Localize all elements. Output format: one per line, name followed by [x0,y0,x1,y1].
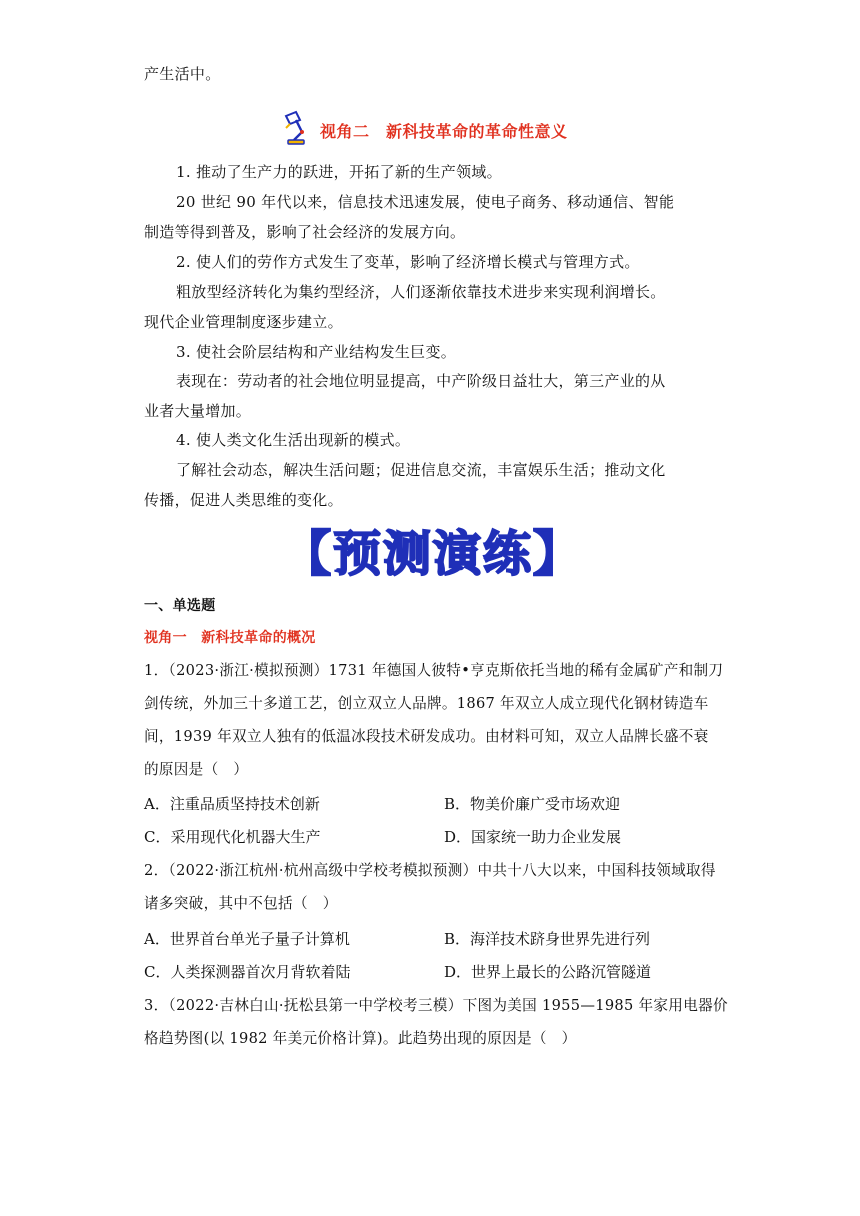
paragraph: 20 世纪 90 年代以来，信息技术迅速发展，使电子商务、移动通信、智能 [176,193,675,211]
option-a[interactable]: A．世界首台单光子量子计算机 [144,930,350,948]
paragraph: 表现在：劳动者的社会地位明显提高，中产阶级日益壮大，第三产业的从 [176,372,666,390]
question-text: 格趋势图(以 1982 年美元价格计算)。此趋势出现的原因是（ ） [144,1030,577,1047]
paragraph: 传播，促进人类思维的变化。 [144,491,343,509]
list-item: 3. 使社会阶层结构和产业结构发生巨变。 [176,343,457,361]
list-item: 2. 使人们的劳作方式发生了变革，影响了经济增长模式与管理方式。 [176,253,640,271]
question-text: 剑传统，外加三十多道工艺，创立双立人品牌。1867 年双立人成立现代化钢材铸造车 [144,695,709,712]
desk-lamp-icon [282,110,314,150]
paragraph: 现代企业管理制度逐步建立。 [144,313,343,331]
option-d[interactable]: D．国家统一助力企业发展 [444,828,622,846]
question-text: 诸多突破，其中不包括（ ） [144,895,338,912]
list-item: 1. 推动了生产力的跃进，开拓了新的生产领域。 [176,163,502,181]
paragraph: 粗放型经济转化为集约型经济，人们逐渐依靠技术进步来实现利润增长。 [176,283,666,301]
paragraph-continuation: 产生活中。 [144,65,221,83]
practice-banner: 【预测演练】 [283,525,584,582]
option-c[interactable]: C．采用现代化机器大生产 [144,828,321,846]
option-b[interactable]: B．物美价廉广受市场欢迎 [444,795,621,813]
part-heading: 一、单选题 [144,598,216,614]
question-text: 的原因是（ ） [144,761,249,778]
option-c[interactable]: C．人类探测器首次月背软着陆 [144,963,351,981]
subsection-heading: 视角一 新科技革命的概况 [144,630,316,646]
question-text: 3．（2022·吉林白山·抚松县第一中学校考三模）下图为美国 1955—1985 年家用电器价 [144,997,728,1014]
list-item: 4. 使人类文化生活出现新的模式。 [176,431,411,449]
question-text: 2．（2022·浙江杭州·杭州高级中学校考模拟预测）中共十八大以来，中国科技领域取得 [144,862,716,879]
paragraph: 制造等得到普及，影响了社会经济的发展方向。 [144,223,466,241]
option-b[interactable]: B．海洋技术跻身世界先进行列 [444,930,651,948]
section-title-text: 视角二 新科技革命的革命性意义 [320,121,568,141]
question-text: 1．（2023·浙江·模拟预测）1731 年德国人彼特•亨克斯依托当地的稀有金属矿产和制刀 [144,662,724,679]
paragraph: 了解社会动态，解决生活问题；促进信息交流，丰富娱乐生活；推动文化 [176,461,666,479]
option-a[interactable]: A．注重品质坚持技术创新 [144,795,320,813]
section-heading [282,112,568,148]
option-d[interactable]: D．世界上最长的公路沉管隧道 [444,963,652,981]
paragraph: 业者大量增加。 [144,402,252,420]
question-text: 间，1939 年双立人独有的低温冰段技术研发成功。由材料可知，双立人品牌长盛不衰 [144,728,709,745]
